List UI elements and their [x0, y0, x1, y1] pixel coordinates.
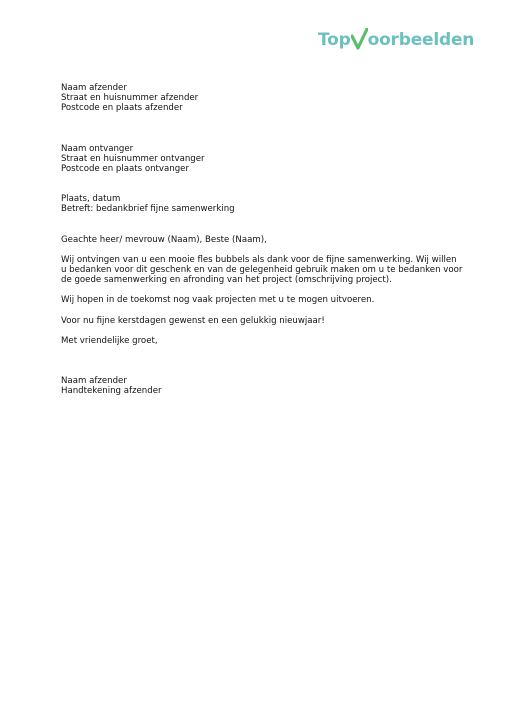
paragraph-holiday: Voor nu fijne kerstdagen gewenst en een gelukkig nieuwjaar! — [61, 315, 325, 326]
salutation: Geachte heer/ mevrouw (Naam), Beste (Naam), — [61, 234, 267, 245]
sender-address-block — [61, 83, 461, 114]
recipient-address-block — [61, 144, 461, 175]
brand-logo — [318, 24, 474, 50]
recipient-name: Naam ontvanger — [61, 143, 134, 154]
recipient-postal: Postcode en plaats ontvanger — [61, 164, 190, 175]
closing-line: Met vriendelijke groet, — [61, 335, 158, 346]
paragraph-thanks-line: Wij ontvingen van u een mooie fles bubbels als dank voor de fijne samenwerking. Wij willen — [61, 254, 457, 265]
letter-body — [61, 83, 461, 396]
signature-handwriting: Handtekening afzender — [61, 386, 162, 397]
logo-text-voorbeelden: oorbeelden — [367, 30, 475, 50]
paragraph-thanks-line: u bedanken voor dit geschenk en van de gelegenheid gebruik maken om u te bedanken voor — [61, 265, 463, 276]
sender-name: Naam afzender — [61, 83, 127, 93]
sender-street: Straat en huisnummer afzender — [61, 93, 199, 104]
paragraph-thanks — [61, 255, 461, 286]
place-date: Plaats, datum — [61, 194, 121, 205]
recipient-street: Straat en huisnummer ontvanger — [61, 153, 205, 164]
sender-postal: Postcode en plaats afzender — [61, 103, 183, 114]
signature-block — [61, 376, 461, 396]
paragraph-future: Wij hopen in de toekomst nog vaak projecten met u te mogen uitvoeren. — [61, 295, 375, 306]
paragraph-thanks-line: de goede samenwerking en afronding van het project (omschrijving project). — [61, 275, 392, 286]
logo-text-top: Top — [318, 30, 351, 50]
signature-name: Naam afzender — [61, 376, 127, 387]
subject-line: Betreft: bedankbrief fijne samenwerking — [61, 204, 235, 215]
letter-meta — [61, 194, 461, 214]
v-checkmark-icon — [351, 28, 368, 50]
